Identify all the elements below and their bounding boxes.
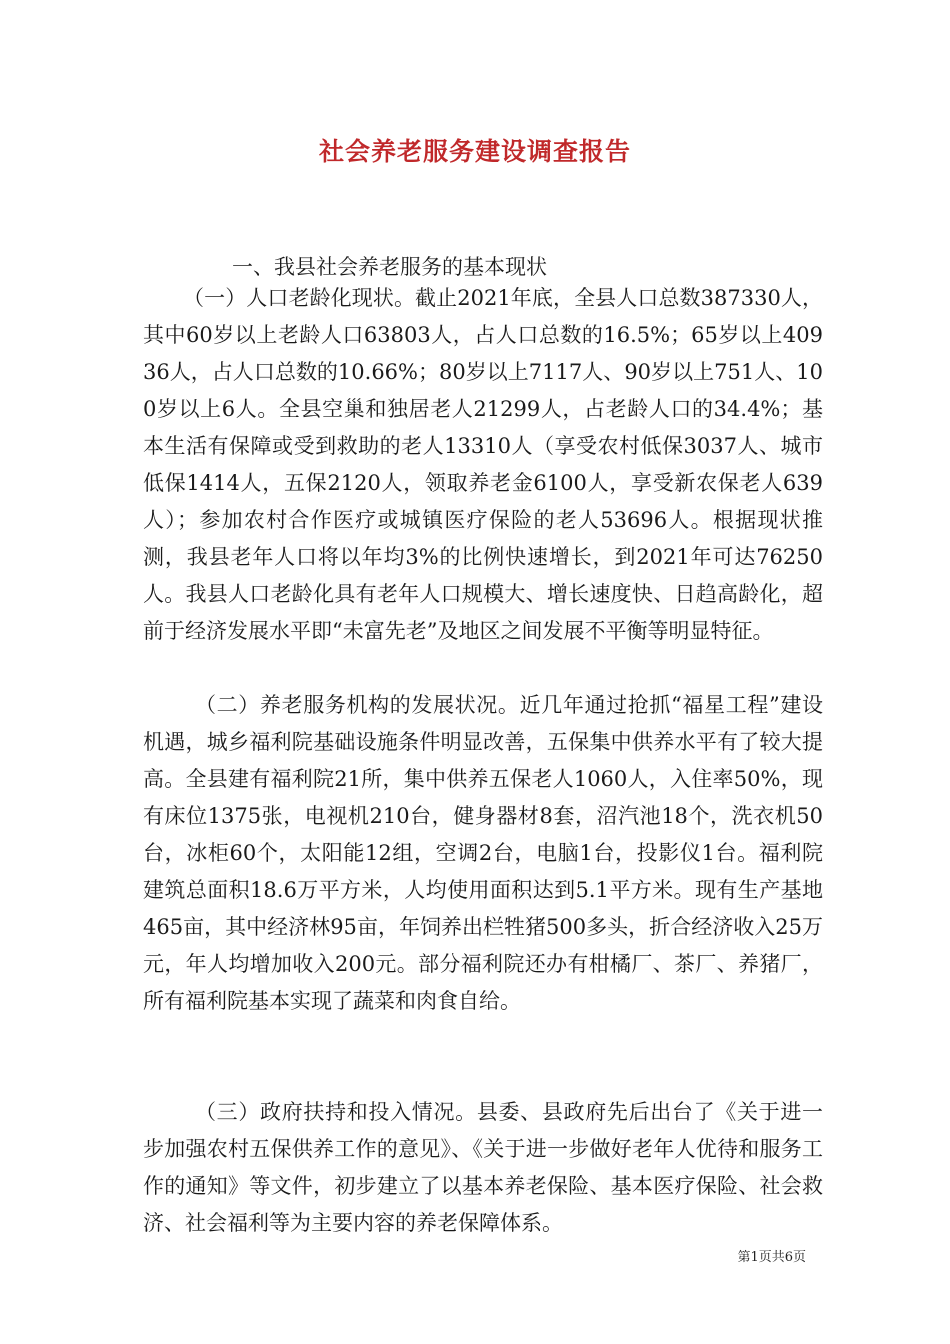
paragraph-government-support: （三）政府扶持和投入情况。县委、县政府先后出台了《关于进一步加强农村五保供养工作的意见》、《关于进一步做好老年人优待和服务工作的通知》等文件，初步建立了以基本养老保险、基本医疗保险、社会救济、社会福利等为主要内容的养老保障体系。 [143, 1100, 823, 1235]
document-title: 社会养老服务建设调查报告 [318, 137, 631, 166]
page-number-footer: 第1页共6页 [737, 1250, 806, 1265]
section-heading: 一、我县社会养老服务的基本现状 [232, 255, 547, 279]
paragraph-population-aging: （一）人口老龄化现状。截止2021年底，全县人口总数387330人，其中60岁以上老龄人口63803人，占人口总数的16.5%；65岁以上40936人，占人口总数的10.66%；80岁以上7117人、90岁以上751人、100岁以上6人。全县空巢和独居老人21299人，占老龄人口的34.4%；基本生活有保障或受到救助的老人13310人（享受农村低保3037人、城市低保1414人，五保2120人，领取养老金6100人，享受新农保老人639人）；参加农村合作医疗或城镇医疗保险的老人53696人。根据现状推测，我县老年人口将以年均3%的比例快速增长，到2021年可达76250人。我县人口老龄化具有老年人口规模大、增长速度快、日趋高龄化，超前于经济发展水平即“未富先老”及地区之间发展不平衡等明显特征。 [143, 286, 823, 643]
paragraph-elderly-care-institutions: （二）养老服务机构的发展状况。近几年通过抢抓“福星工程”建设机遇，城乡福利院基础设施条件明显改善，五保集中供养水平有了较大提高。全县建有福利院21所，集中供养五保老人1060人，入住率50%，现有床位1375张，电视机210台，健身器材8套，沼汽池18个，洗衣机50台，冰柜60个，太阳能12组，空调2台，电脑1台，投影仪1台。福利院建筑总面积18.6万平方米，人均使用面积达到5.1平方米。现有生产基地465亩，其中经济林95亩，年饲养出栏牲猪500多头，折合经济收入25万元，年人均增加收入200元。部分福利院还办有柑橘厂、茶厂、养猪厂，所有福利院基本实现了蔬菜和肉食自给。 [143, 693, 823, 1013]
